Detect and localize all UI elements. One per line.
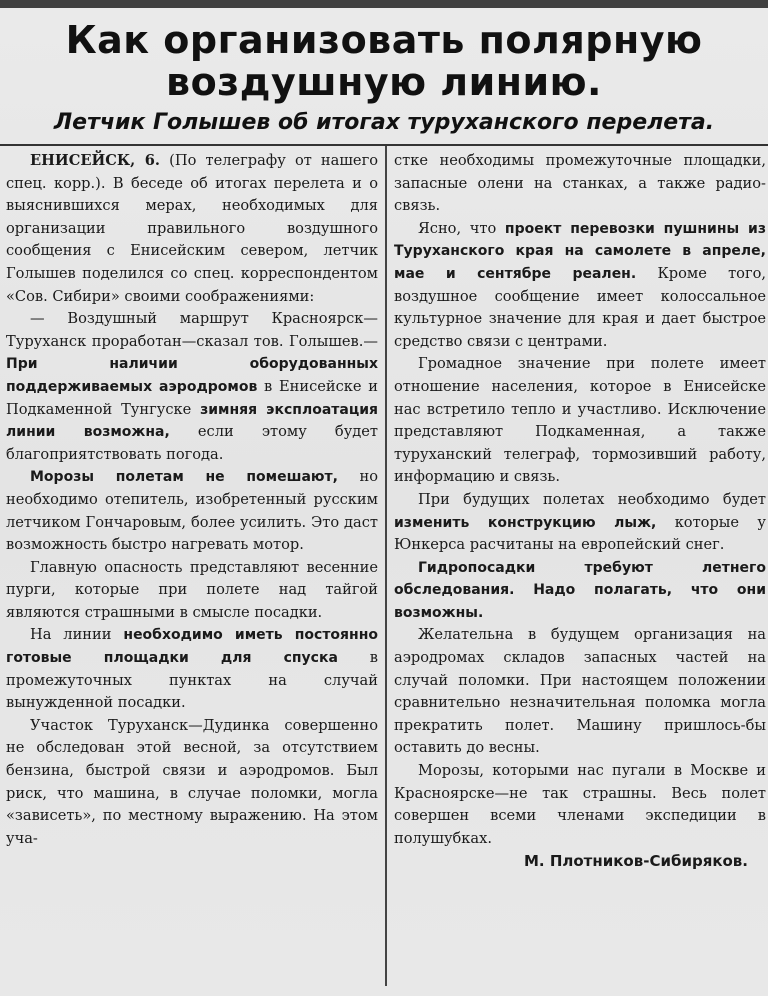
paragraph-emphasis: необходимо иметь постоянно готовые площадки для спуска	[6, 627, 379, 667]
paragraph-emphasis: изменить конструкцию лыж,	[394, 514, 657, 531]
paragraph: Участок Туруханск—Дудинка совершенно не обследован этой весной, за отсутствием бензина, быстрой связи и аэродромов. Был риск, что машина, в случае поломки, могла «зависеть», по местному выражению. На этом уча-	[6, 716, 378, 847]
paragraph-text: На линии	[30, 626, 112, 644]
paragraph: Громадное значение при полете имеет отношение населения, которое в Енисейске нас встретило тепло и участливо. Исключение представляют Подкаменная, а также туруханский телеграф, тормозивший работу, информацию и связь.	[394, 355, 766, 486]
author-signature: М. Плотников-Сибиряков.	[523, 852, 748, 871]
paragraph-text: Ясно, что	[418, 219, 497, 237]
paragraph	[6, 308, 378, 466]
paragraph-text: в Енисейске и Подкаменной Тунгуске	[6, 377, 379, 418]
headline-line-2: воздушную линию.	[166, 60, 602, 104]
paragraph	[394, 218, 766, 354]
paragraph-text: Кроме того, воздушное сообщение имеет колоссальное культурное значение для края и дает быстрое средство связи с центрами.	[394, 264, 767, 350]
paragraph-emphasis: проект перевозки пушнины из Туруханского края на самолете в апреле, мае и сентябре реален.	[394, 220, 766, 282]
paragraph-text: — Воздушный маршрут Красноярск—Туруханск проработан—сказал тов. Голышев.—	[6, 310, 378, 350]
top-border-strip	[0, 0, 768, 8]
subheadline: Летчик Голышев об итогах туруханского перелета.	[53, 110, 715, 135]
paragraph-emphasis: зимняя эксплоатация линии возможна,	[6, 401, 379, 441]
paragraph-text: которые у Юнкерса расчитаны на европейский снег.	[394, 513, 766, 554]
paragraph-emphasis: Морозы полетам не помешают,	[30, 469, 338, 486]
paragraph	[6, 466, 378, 556]
paragraph	[6, 624, 378, 714]
paragraph	[394, 489, 766, 557]
paragraph-emphasis: При наличии оборудованных поддерживаемых аэродромов	[6, 356, 378, 395]
paragraph	[6, 150, 378, 308]
paragraph-text: но необходимо отепитель, изобретенный русским летчиком Гончаровым, более усилить. Это даст возможность быстро нагревать мотор.	[6, 468, 378, 554]
paragraph: Морозы, которыми нас пугали в Москве и Красноярске—не так страшны. Весь полет совершен всеми членами экспедиции в полушубках.	[394, 762, 766, 847]
headline-line-1: Как организовать полярную	[65, 18, 703, 62]
paragraph: стке необходимы промежуточные площадки, запасные олени на станках, а также радио-связь.	[394, 152, 766, 215]
dateline: ЕНИСЕЙСК, 6.	[30, 152, 161, 169]
paragraph: Главную опасность представляют весенние пурги, которые при полете над тайгой являются страшными в смысле посадки.	[6, 558, 378, 621]
column-divider	[385, 146, 387, 986]
header-divider	[0, 144, 768, 146]
paragraph: Желательна в будущем организация на аэродромах складов запасных частей на случай поломки. При настоящем положении сравнительно незначительная поломка могла прекратить полет. Машину пришлось-бы оставить до весны.	[394, 626, 766, 757]
paragraph-text: в промежуточных пунктах на случай вынужденной посадки.	[6, 649, 378, 712]
right-column	[394, 150, 766, 873]
paragraph-text: если этому будет благоприятствовать погода.	[6, 423, 378, 463]
paragraph-text: При будущих полетах необходимо будет	[418, 490, 766, 508]
left-column	[6, 150, 378, 850]
paragraph-bold: Гидропоcадки требуют летнего обследования. Надо полагать, что они возможны.	[394, 559, 766, 621]
paragraph-text: (По телеграфу от нашего спец. корр.). В беседе об итогах перелета и о выяснившихся мерах, необходимых для организации правильного воздушного сообщения с Енисейским севером, летчик Голышев поделился со спец. корреспондентом «Сов. Сибири» своими соображениями:	[6, 152, 378, 305]
